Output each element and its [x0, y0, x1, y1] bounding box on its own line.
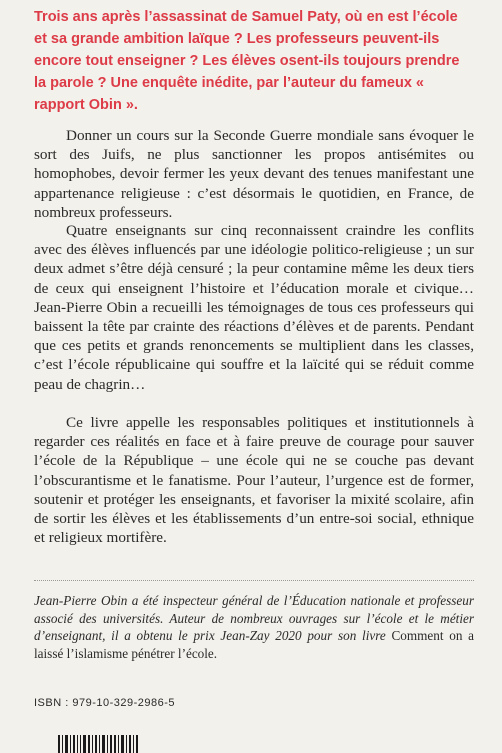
summary-paragraph-3: Ce livre appelle les responsables politiques et institutionnels à regarder ces réalités en face et à faire preuve de courage pour sauver l’école de la République – une école qui ne se couche pas devant l’obscurantisme et le fanatisme. Pour l’auteur, l’urgence est de former, soutenir et protéger les enseignants, et favoriser la mixité scolaire, afin de sortir les élèves et les établissements d’un entre-soi social, ethnique et religieux mortifère. [34, 414, 474, 547]
section-divider [34, 580, 474, 581]
cover-tagline: Trois ans après l’assassinat de Samuel Paty, où en est l’école et sa grande ambition laïque ? Les professeurs peuvent-ils encore tout enseigner ? Les élèves osent-ils toujours prendre la parole ? Une enquête inédite, par l’auteur du fameux « rapport Obin ». [34, 9, 460, 113]
author-bio [34, 592, 474, 662]
summary-paragraph-1: Donner un cours sur la Seconde Guerre mondiale sans évoquer le sort des Juifs, ne plus sanctionner les propos antisémites ou homophobes, devoir fermer les yeux devant des tenues manifestant une appartenance religieuse : c’est désormais le quotidien, en France, de nombreux professeurs. [34, 127, 474, 221]
isbn-label: ISBN : 979-10-329-2986-5 [34, 697, 176, 709]
barcode-image [58, 735, 154, 753]
author-bio-text: Jean-Pierre Obin a été inspecteur général de l’Éducation nationale et professeur associé des universités. Auteur de nombreux ouvrages sur l’école et le métier d’enseignant, il a obtenu le prix Jean-Zay 2020 pour son livre [34, 593, 474, 644]
summary-paragraph-2: Quatre enseignants sur cinq reconnaissent craindre les conflits avec des élèves influencés par une idéologie politico-religieuse ; un sur deux admet s’être déjà censuré ; la peur contamine même les deux tiers de ceux qui enseignent l’histoire et l’éducation morale et civique… Jean-Pierre Obin a recueilli les témoignages de tous ces professeurs qui baissent la tête par crainte des réactions d’élèves et de parents. Pendant que ces petits et grands renoncements se multiplient dans les classes, c’est l’école républicaine qui souffre et la laïcité qui se réduit comme peau de chagrin… [34, 222, 474, 393]
author-book-title: Comment on a laissé l’islamisme pénétrer l’école. [34, 628, 475, 661]
